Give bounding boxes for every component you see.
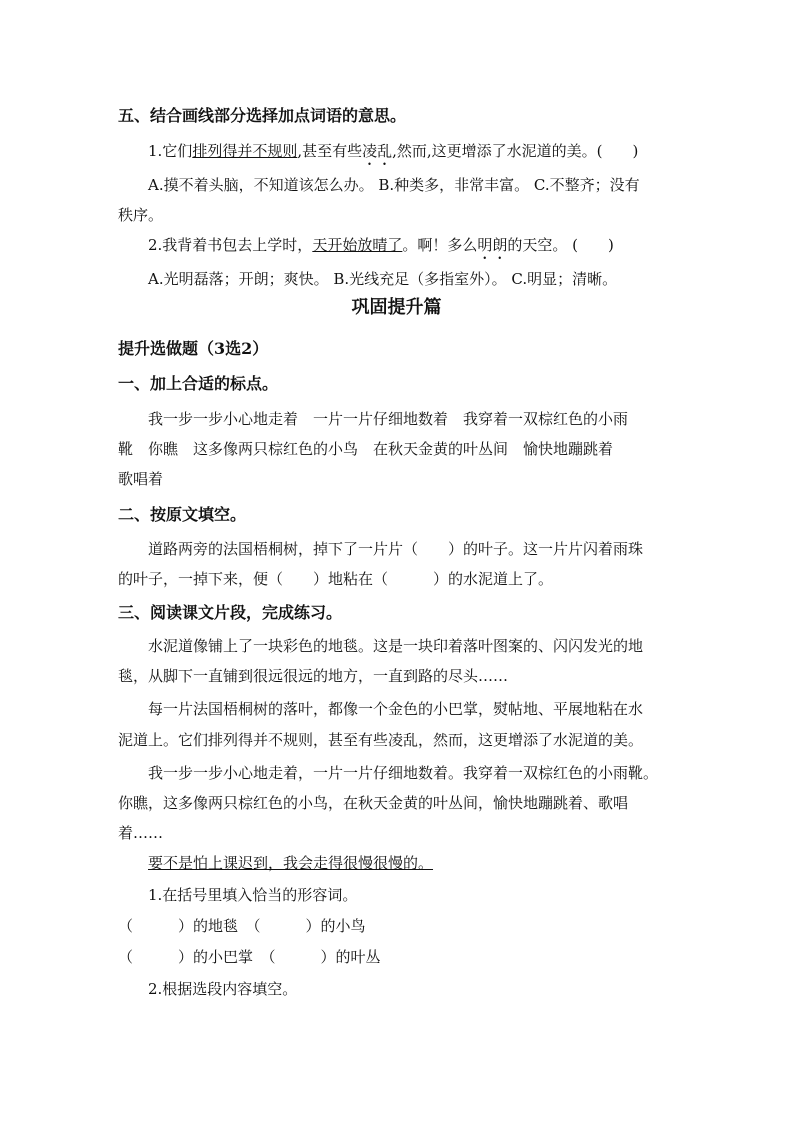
question-1-underlined: 排列得并不规则	[192, 142, 298, 160]
question-2-text-3: 的天空。 ( )	[507, 236, 614, 254]
question-1-options: A.摸不着头脑，不知道该怎么办。 B.种类多，非常丰富。 C.不整齐；没有	[148, 176, 640, 194]
question-1-text-2: ,甚至有些	[297, 142, 363, 160]
question-2-text: 2.我背着书包去上学时，	[148, 236, 313, 254]
subtitle: 提升选做题（3选2）	[118, 339, 269, 358]
passage-line-4: 泥道上。它们排列得并不规则，甚至有些凌乱，然而，这更增添了水泥道的美。	[118, 731, 644, 749]
passage-line-1: 水泥道像铺上了一块彩色的地毯。这是一块印着落叶图案的、闪闪发光的地	[148, 637, 644, 655]
section-2-heading: 二、按原文填空。	[118, 505, 247, 524]
question-1-options-cont: 秩序。	[118, 206, 164, 224]
passage-line-2: 毯，从脚下一直铺到很远很远的地方，一直到路的尽头……	[118, 667, 509, 685]
question-1-dotted-word: 凌乱	[362, 142, 393, 160]
section-5-heading: 五、结合画线部分选择加点词语的意思。	[118, 106, 407, 125]
passage-line-5: 我一步一步小心地走着，一片一片仔细地数着。我穿着一双棕红色的小雨靴。	[148, 764, 659, 782]
section-1-line-3: 歌唱着	[118, 470, 164, 488]
section-3-question-1: 1.在括号里填入恰当的形容词。	[148, 886, 358, 904]
question-1-blanks-row-1: （ ）的地毯 （ ）的小鸟	[118, 917, 366, 935]
section-3-question-2: 2.根据选段内容填空。	[148, 980, 298, 998]
section-1-line-2: 靴 你瞧 这多像两只棕红色的小鸟 在秋天金黄的叶丛间 愉快地蹦跳着	[118, 440, 614, 458]
question-2-underlined: 天开始放晴了	[312, 236, 403, 254]
question-2-text-2: 。啊！多么	[402, 236, 478, 254]
question-1-text: 1.它们	[148, 142, 193, 160]
section-3-heading: 三、阅读课文片段，完成练习。	[118, 603, 343, 622]
section-1-heading: 一、加上合适的标点。	[118, 374, 279, 393]
passage-line-7: 着……	[118, 824, 164, 842]
question-1-blanks-row-2: （ ）的小巴掌 （ ）的叶丛	[118, 948, 381, 966]
section-5-question-1	[148, 141, 638, 169]
question-2-options: A.光明磊落；开朗；爽快。 B.光线充足（多指室外）。 C.明显；清晰。	[148, 270, 618, 288]
question-2-dotted-word: 明朗	[477, 236, 508, 254]
section-1-line-1: 我一步一步小心地走着 一片一片仔细地数着 我穿着一双棕红色的小雨	[148, 410, 629, 428]
passage-line-6: 你瞧，这多像两只棕红色的小鸟，在秋天金黄的叶丛间，愉快地蹦跳着、歌唱	[118, 794, 629, 812]
section-2-line-2: 的叶子，一掉下来，便（ ）地粘在（ ）的水泥道上了。	[118, 570, 554, 588]
passage-line-8-underlined: 要不是怕上课迟到，我会走得很慢很慢的。	[148, 854, 434, 872]
passage-line-3: 每一片法国梧桐树的落叶，都像一个金色的小巴掌，熨帖地、平展地粘在水	[148, 700, 644, 718]
section-5-question-2	[148, 235, 614, 263]
section-title: 巩固提升篇	[351, 297, 442, 318]
question-1-text-3: ,然而,这更增添了水泥道的美。( )	[392, 142, 639, 160]
section-2-line-1: 道路两旁的法国梧桐树，掉下了一片片（ ）的叶子。这一片片闪着雨珠	[148, 540, 644, 558]
